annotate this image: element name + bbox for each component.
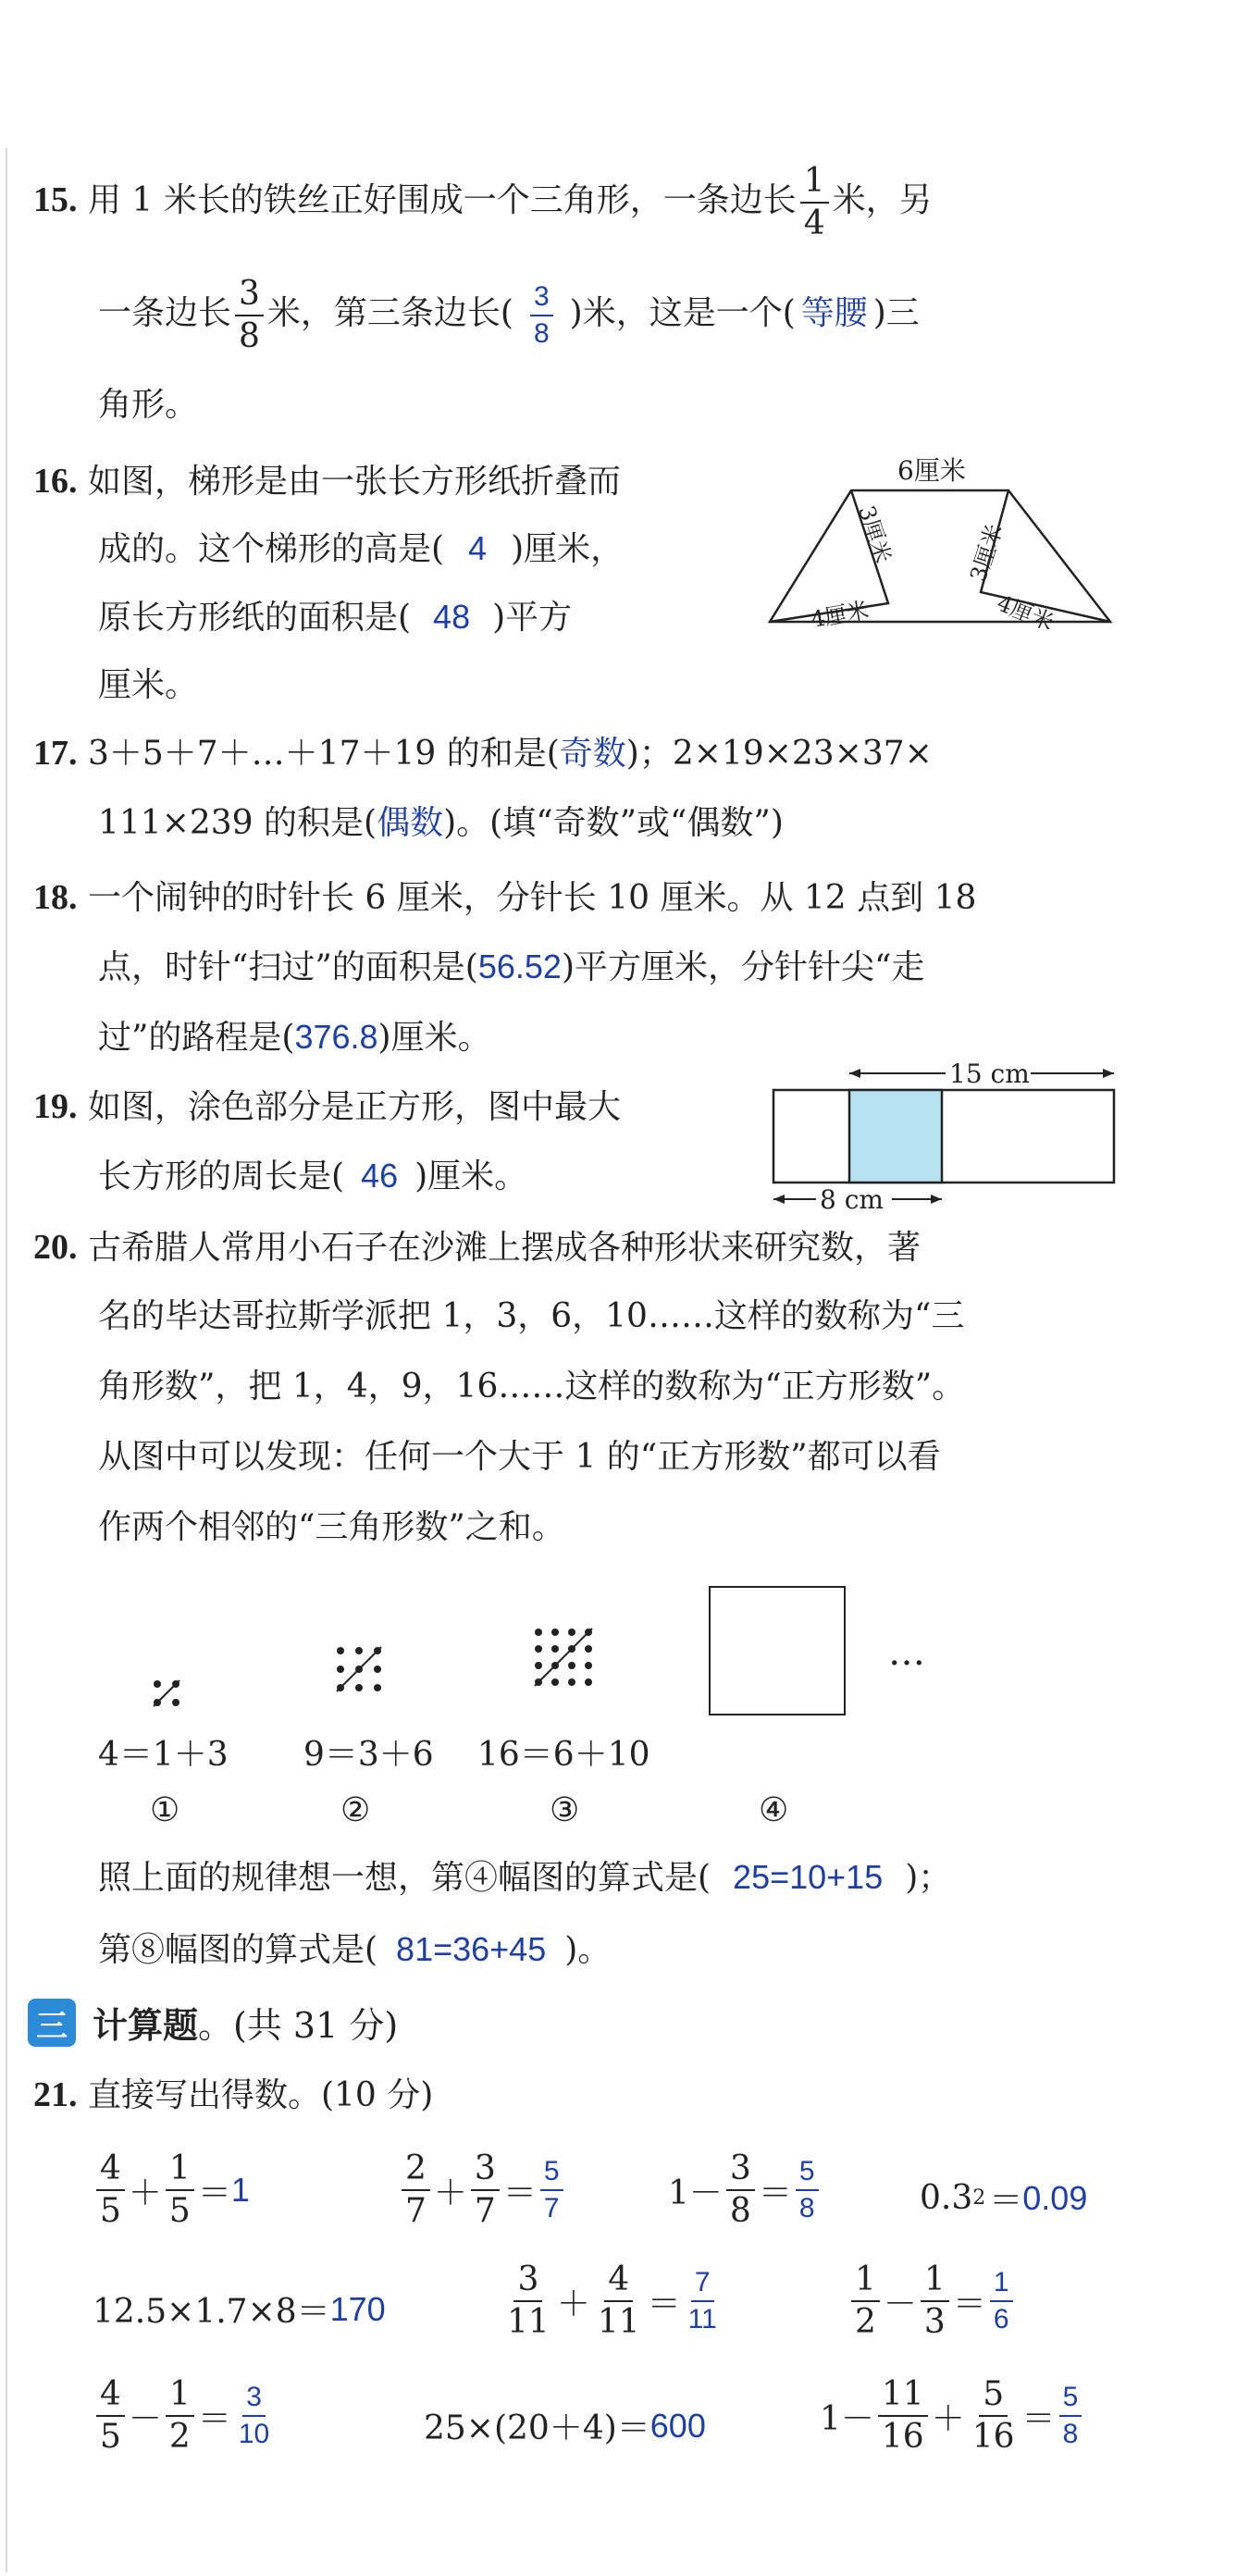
q19-line2: 长方形的周长是( 46 )厘米。 bbox=[98, 1157, 528, 1195]
q18-line3: 过”的路程是(376.8)厘米。 bbox=[98, 1018, 491, 1057]
section-title: 计算题。(共 31 分) bbox=[93, 2005, 399, 2046]
calc-item-1: $\frac{4}{5}$ ＋ $\frac{1}{5}$ ＝ 1 bbox=[93, 2152, 250, 2228]
q20-line7: 第⑧幅图的算式是( 81=36+45 )。 bbox=[98, 1930, 612, 1969]
dot-pattern-3 bbox=[529, 1623, 612, 1706]
calc-item-2: $\frac{2}{7}$ ＋ $\frac{3}{7}$ ＝ $\frac{5}{7}$ bbox=[398, 2152, 567, 2228]
q18-number: 18. bbox=[33, 878, 78, 917]
q18-answer-2: 376.8 bbox=[294, 1018, 378, 1056]
trapezoid-right-label: 3厘米 bbox=[965, 521, 1008, 585]
q20-equation-1: 4＝1＋3 bbox=[98, 1736, 229, 1774]
section-badge: 三 bbox=[28, 1999, 76, 2047]
calc-answer-5: 170 bbox=[329, 2289, 386, 2328]
q17-number: 17. bbox=[33, 734, 78, 773]
q15-line1 bbox=[33, 162, 933, 242]
q16-answer-1: 4 bbox=[468, 529, 488, 567]
q20-line2: 名的毕达哥拉斯学派把 1，3，6，10……这样的数称为“三 bbox=[98, 1297, 965, 1335]
q21-title: 21. 直接写出得数。(10 分) bbox=[33, 2075, 434, 2114]
trapezoid-top-label: 6厘米 bbox=[897, 455, 966, 486]
q20-line1: 20. 古希腊人常用小石子在沙滩上摆成各种形状来研究数，著 bbox=[33, 1228, 921, 1267]
calc-answer-8: $\frac{3}{10}$ bbox=[238, 2382, 270, 2449]
figure-label-3: ③ bbox=[550, 1791, 580, 1829]
dot-pattern-2 bbox=[331, 1641, 396, 1706]
trapezoid-bottom-left-label: 4厘米 bbox=[809, 597, 872, 633]
calc-answer-9: 600 bbox=[649, 2406, 706, 2445]
q16-answer-2: 48 bbox=[433, 598, 471, 636]
calc-answer-1: 1 bbox=[230, 2171, 250, 2209]
calc-answer-10: $\frac{5}{8}$ bbox=[1059, 2384, 1082, 2448]
q20-number: 20. bbox=[33, 1228, 78, 1267]
q19-answer-1: 46 bbox=[361, 1157, 399, 1195]
q20-equation-2: 9＝3＋6 bbox=[303, 1736, 434, 1774]
q15-line3: 角形。 bbox=[98, 386, 199, 424]
rectangle-figure bbox=[768, 1055, 1129, 1221]
q17-line2: 111×239 的积是(偶数)。(填“奇数”或“偶数”) bbox=[98, 803, 784, 842]
q15-text1: 用 1 米长的铁丝正好围成一个三角形，一条边长 bbox=[87, 181, 797, 219]
calc-answer-3: $\frac{5}{8}$ bbox=[796, 2158, 819, 2223]
q16-line1: 16. 如图，梯形是由一张长方形纸折叠而 bbox=[33, 462, 621, 501]
calc-item-5: 12.5×1.7×8＝ 170 bbox=[93, 2289, 386, 2331]
q17-answer-1: 奇数 bbox=[559, 734, 626, 772]
q15-answer-2: 等腰 bbox=[800, 293, 868, 331]
dot-pattern-1 bbox=[148, 1675, 194, 1721]
figure-label-1: ① bbox=[150, 1791, 180, 1829]
q18-line1: 18. 一个闹钟的时针长 6 厘米，分针长 10 厘米。从 12 点到 18 bbox=[33, 878, 977, 917]
shaded-square bbox=[849, 1090, 942, 1183]
figure-label-4: ④ bbox=[759, 1791, 789, 1829]
q18-line2: 点，时针“扫过”的面积是(56.52)平方厘米，分针针尖“走 bbox=[98, 947, 925, 986]
q16-line4: 厘米。 bbox=[98, 666, 199, 704]
q15-line2: 一条边长 $\frac{3}{8}$ 米，第三条边长( $\frac{3}{8}$ )米，这是一个( 等腰 )三 bbox=[98, 275, 920, 355]
calc-item-10: 1－ $\frac{11}{16}$ ＋ $\frac{5}{16}$ ＝ $\frac{5}{8}$ bbox=[820, 2378, 1085, 2454]
q18-answer-1: 56.52 bbox=[477, 947, 562, 985]
q15-fraction-1: $\frac{1}{4}$ bbox=[800, 165, 829, 241]
q16-line3: 原长方形纸的面积是( 48 )平方 bbox=[98, 598, 573, 637]
figure-ellipsis: … bbox=[888, 1631, 925, 1674]
calc-item-9: 25×(20＋4)＝ 600 bbox=[424, 2406, 706, 2447]
margin-rule bbox=[6, 148, 7, 2572]
q19-number: 19. bbox=[33, 1087, 78, 1126]
bottom-dimension-label: 8 cm bbox=[820, 1184, 884, 1215]
q15-fraction-2: $\frac{3}{8}$ bbox=[235, 278, 264, 353]
q17-line1: 17. 3＋5＋7＋…＋17＋19 的和是(奇数)；2×19×23×37× bbox=[33, 734, 933, 773]
empty-figure-box bbox=[709, 1586, 846, 1715]
q20-line5: 作两个相邻的“三角形数”之和。 bbox=[98, 1508, 565, 1546]
trapezoid-bottom-right-label: 4厘米 bbox=[993, 589, 1058, 637]
calc-item-4: 0.3 2 ＝ 0.09 bbox=[920, 2178, 1088, 2220]
q20-equation-3: 16＝6＋10 bbox=[477, 1736, 650, 1774]
top-dimension-label: 15 cm bbox=[949, 1059, 1030, 1089]
trapezoid-left-label: 3厘米 bbox=[853, 502, 897, 567]
q20-line3: 角形数”，把 1，4，9，16……这样的数称为“正方形数”。 bbox=[98, 1368, 966, 1406]
q20-line4: 从图中可以发现：任何一个大于 1 的“正方形数”都可以看 bbox=[98, 1438, 941, 1476]
calc-item-8: $\frac{4}{5}$ － $\frac{1}{2}$ ＝ $\frac{3}{10}$ bbox=[93, 2378, 277, 2454]
calc-answer-7: $\frac{1}{6}$ bbox=[990, 2269, 1013, 2334]
q15-text2: 米，另 bbox=[832, 181, 933, 219]
q15-answer-fraction: $\frac{3}{8}$ bbox=[530, 283, 553, 348]
q16-number: 16. bbox=[33, 462, 78, 501]
q20-line6: 照上面的规律想一想，第④幅图的算式是( 25=10+15 )； bbox=[98, 1858, 952, 1897]
calc-answer-6: $\frac{7}{11}$ bbox=[687, 2267, 717, 2334]
q20-answer-1: 25=10+15 bbox=[733, 1858, 884, 1896]
trapezoid-figure bbox=[759, 444, 1119, 648]
q16-line2: 成的。这个梯形的高是( 4 )厘米， bbox=[98, 529, 625, 568]
q20-answer-2: 81=36+45 bbox=[396, 1930, 547, 1968]
q21-number: 21. bbox=[33, 2075, 78, 2114]
calc-item-3: 1－ $\frac{3}{8}$ ＝ $\frac{5}{8}$ bbox=[668, 2152, 823, 2228]
calc-item-6: $\frac{3}{11}$ ＋ $\frac{4}{11}$ ＝ $\frac{7}{11}$ bbox=[500, 2263, 724, 2339]
figure-label-2: ② bbox=[340, 1791, 371, 1829]
q15-number: 15. bbox=[33, 180, 78, 219]
calc-answer-2: $\frac{5}{7}$ bbox=[540, 2158, 563, 2223]
calc-item-7: $\frac{1}{2}$ － $\frac{1}{3}$ ＝ $\frac{1}{6}$ bbox=[847, 2263, 1017, 2339]
q17-answer-2: 偶数 bbox=[377, 803, 444, 841]
calc-answer-4: 0.09 bbox=[1022, 2178, 1088, 2217]
q19-line1: 19. 如图，涂色部分是正方形，图中最大 bbox=[33, 1087, 621, 1126]
